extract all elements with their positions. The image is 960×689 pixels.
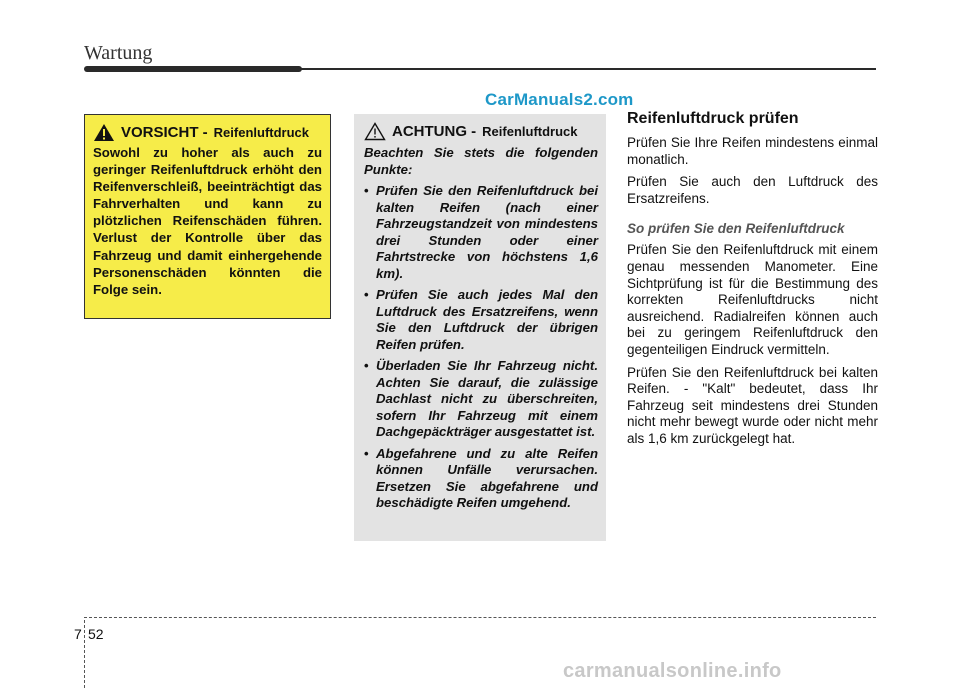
caution-topic: Reifenluftdruck xyxy=(213,125,310,140)
caution-box-header xyxy=(93,123,322,142)
note-intro: Beachten Sie stets die folgenden Punkte: xyxy=(364,145,598,177)
note-list xyxy=(364,183,598,512)
section-title: Reifenluftdruck prüfen xyxy=(627,110,799,127)
header-rule-thick xyxy=(84,66,302,72)
paragraph: Prüfen Sie den Reifenluftdruck bei kalten Reifen. - "Kalt" bedeutet, dass Ihr Fahrzeug seit mindestens drei Stunden nicht mehr bewegt wurde oder nicht mehr als 1,6 km zurückgelegt hat. xyxy=(627,364,878,446)
paragraph: Prüfen Sie den Reifenluftdruck mit einem genau messenden Manometer. Eine Sichtprüfung ist für die Bestimmung des korrekten Reifenluftdrucks nicht ausreichend. Radialreifen können auch bei zu geringem Reifenluftdruck den gegenteiligen Eindruck vermitteln. xyxy=(627,242,878,357)
note-label: ACHTUNG - xyxy=(392,123,477,140)
footer-rule xyxy=(84,617,876,618)
main-content xyxy=(627,110,878,454)
note-box xyxy=(354,114,606,541)
watermark-bottom: carmanualsonline.info xyxy=(563,660,782,682)
chapter-number: 7 xyxy=(74,626,82,642)
note-item: • Prüfen Sie auch jedes Mal den Luftdruck des Ersatzreifens, wenn Sie den Luftdruck der übrigen Reifen prüfen. xyxy=(364,287,598,353)
warning-triangle-icon xyxy=(93,123,115,142)
note-item: • Prüfen Sie den Reifenluftdruck bei kalten Reifen (nach einer Fahrzeugstandzeit von mindestens drei Stunden oder einer Fahrtstrecke von höchstens 1,6 km). xyxy=(364,183,598,282)
header-rule-thin xyxy=(300,68,876,70)
caution-box xyxy=(84,114,331,319)
note-item: • Abgefahrene und zu alte Reifen können Unfälle verursachen. Ersetzen Sie abgefahrene und beschädigte Reifen umgehend. xyxy=(364,446,598,512)
note-topic: Reifenluftdruck xyxy=(482,124,578,139)
subheading: So prüfen Sie den Reifenluftdruck xyxy=(627,221,845,237)
note-item: • Überladen Sie Ihr Fahrzeug nicht. Achten Sie darauf, die zulässige Dachlast nicht zu überschreiten, sofern Ihr Fahrzeug mit einem Dachgepäckträger ausgestattet ist. xyxy=(364,358,598,441)
footer-divider xyxy=(84,620,85,688)
caution-triangle-outline-icon xyxy=(364,122,386,141)
page-number: 52 xyxy=(88,626,104,642)
paragraph: Prüfen Sie auch den Luftdruck des Ersatzreifens. xyxy=(627,174,878,206)
caution-label: VORSICHT - xyxy=(121,124,208,141)
section-header-title: Wartung xyxy=(84,42,153,64)
watermark-top: CarManuals2.com xyxy=(485,90,634,109)
caution-body-text: Sowohl zu hoher als auch zu geringer Reifenluftdruck erhöht den Reifenverschleiß, beeinträchtigt das Fahrverhalten und kann zu plötzlichen Reifenschäden führen. Verlust der Kontrolle über das Fahrzeug und damit einhergehende Personenschäden könnten die Folge sein. xyxy=(93,145,322,297)
note-box-header xyxy=(364,122,598,141)
paragraph: Prüfen Sie Ihre Reifen mindestens einmal monatlich. xyxy=(627,135,878,167)
